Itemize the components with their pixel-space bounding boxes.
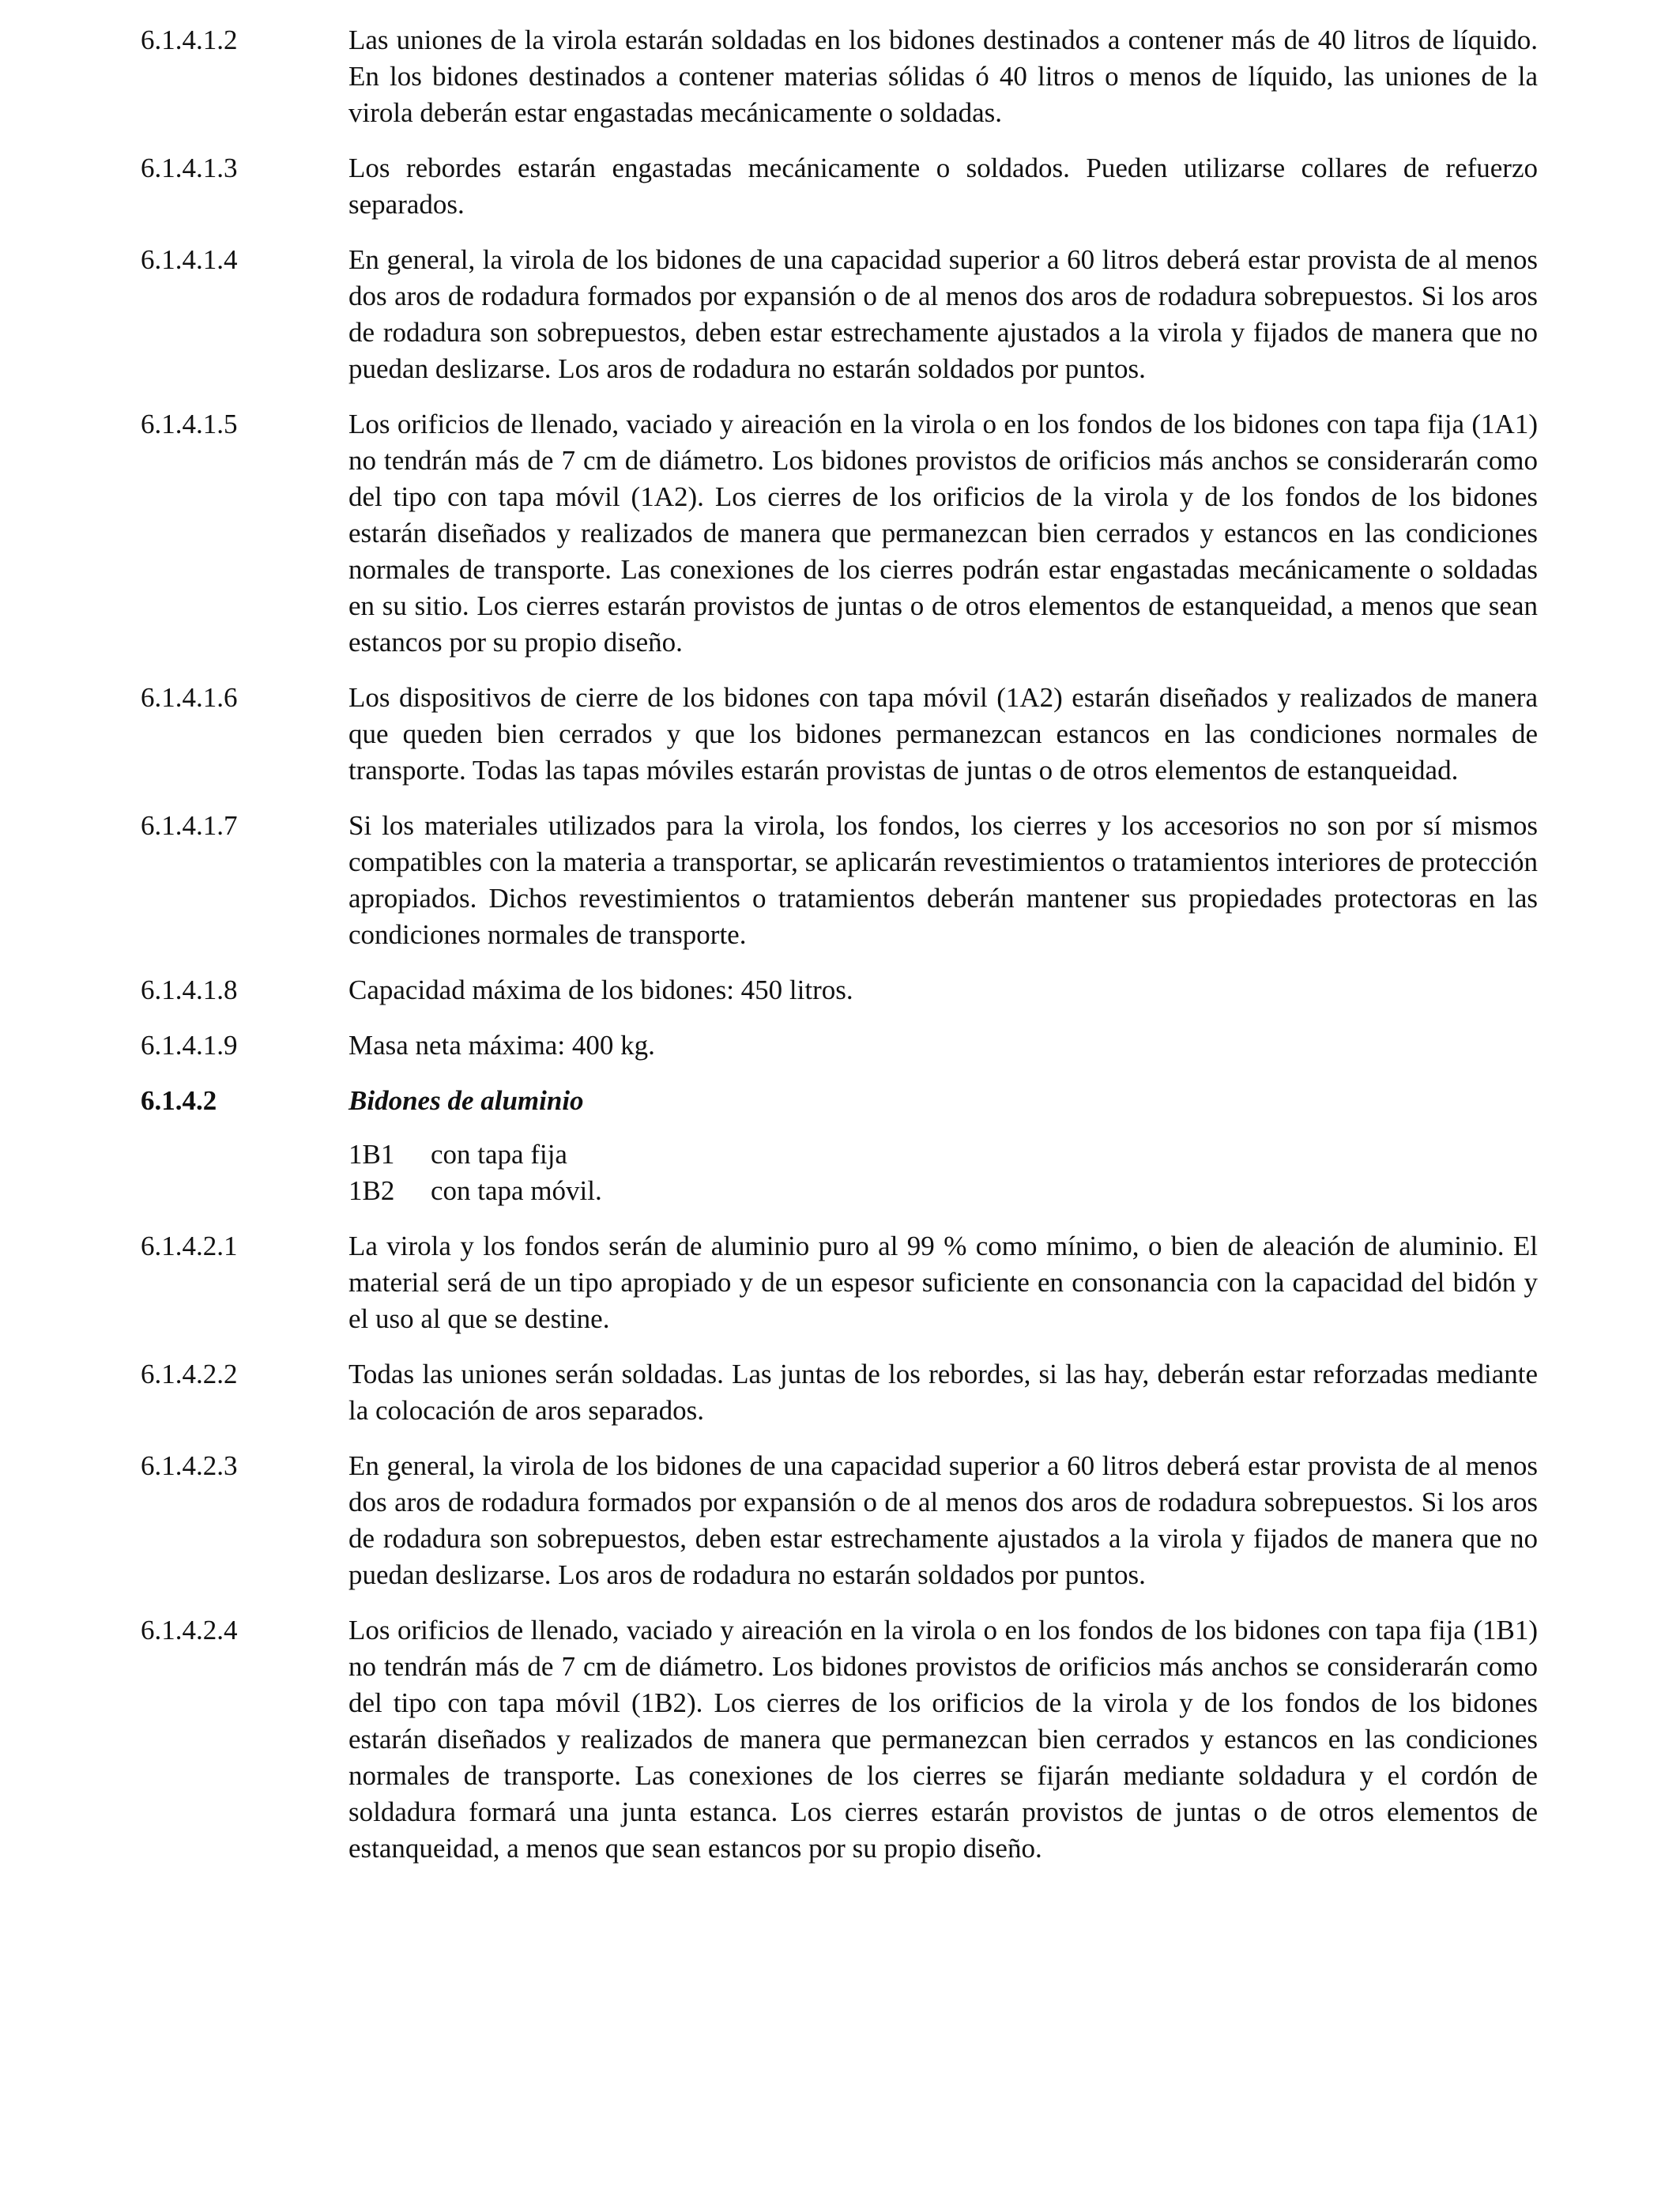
type-label: con tapa fija xyxy=(431,1139,567,1170)
paragraph-6-1-4-2-4 xyxy=(141,1612,1538,1867)
type-code-item xyxy=(348,1173,1538,1209)
paragraph-number: 6.1.4.1.4 xyxy=(141,244,238,275)
paragraph-6-1-4-1-3 xyxy=(141,150,1538,223)
paragraph-number: 6.1.4.1.6 xyxy=(141,682,238,713)
paragraph-6-1-4-1-4 xyxy=(141,242,1538,387)
paragraph-text: Los orificios de llenado, vaciado y aireación en la virola o en los fondos de los bidones con tapa fija (1B1) no tendrán más de 7 cm de diámetro. Los bidones provistos de orificios más anchos se considerarán como del tipo con tapa móvil (1B2). Los cierres de los orificios de la virola y de los fondos de los bidones estarán diseñados y realizados de manera que permanezcan bien cerrados y estancos en las condiciones normales de transporte. Las conexiones de los cierres se fijarán mediante soldadura y el cordón de soldadura formará una junta estanca. Los cierres estarán provistos de juntas o de otros elementos de estanqueidad, a menos que sean estancos por su propio diseño. xyxy=(348,1615,1538,1864)
paragraph-number: 6.1.4.1.2 xyxy=(141,25,238,55)
type-code-item xyxy=(348,1137,1538,1173)
paragraph-6-1-4-2-3 xyxy=(141,1448,1538,1593)
paragraph-6-1-4-2-2 xyxy=(141,1356,1538,1429)
paragraph-number: 6.1.4.1.9 xyxy=(141,1030,238,1061)
paragraph-6-1-4-2-1 xyxy=(141,1228,1538,1337)
paragraph-6-1-4-1-2 xyxy=(141,22,1538,131)
type-code: 1B1 xyxy=(348,1139,395,1170)
paragraph-6-1-4-1-8 xyxy=(141,972,1538,1008)
paragraph-text: La virola y los fondos serán de aluminio puro al 99 % como mínimo, o bien de aleación de aluminio. El material será de un tipo apropiado y de un espesor suficiente en consonancia con la capacidad del bidón y el uso al que se destine. xyxy=(348,1231,1538,1334)
paragraph-text: Los orificios de llenado, vaciado y aireación en la virola o en los fondos de los bidones con tapa fija (1A1) no tendrán más de 7 cm de diámetro. Los bidones provistos de orificios más anchos se considerarán como del tipo con tapa móvil (1A2). Los cierres de los orificios de la virola y de los fondos de los bidones estarán diseñados y realizados de manera que permanezcan bien cerrados y estancos en las condiciones normales de transporte. Las conexiones de los cierres podrán estar engastadas mecánicamente o soldadas en su sitio. Los cierres estarán provistos de juntas o de otros elementos de estanqueidad, a menos que sean estancos por su propio diseño. xyxy=(348,409,1538,658)
paragraph-6-1-4-1-5 xyxy=(141,406,1538,661)
paragraph-number: 6.1.4.2.2 xyxy=(141,1359,238,1389)
section-heading xyxy=(141,1083,1538,1119)
paragraph-6-1-4-1-7 xyxy=(141,808,1538,953)
paragraph-text: Las uniones de la virola estarán soldadas en los bidones destinados a contener más de 40 litros de líquido. En los bidones destinados a contener materias sólidas ó 40 litros o menos de líquido, las uniones de la virola deberán estar engastadas mecánicamente o soldadas. xyxy=(348,25,1538,128)
section-number: 6.1.4.2 xyxy=(141,1085,217,1116)
paragraph-number: 6.1.4.1.3 xyxy=(141,153,238,183)
paragraph-text: Masa neta máxima: 400 kg. xyxy=(348,1030,655,1061)
paragraph-text: Los dispositivos de cierre de los bidones con tapa móvil (1A2) estarán diseñados y realizados de manera que queden bien cerrados y que los bidones permanezcan estancos en las condiciones normales de transporte. Todas las tapas móviles estarán provistas de juntas o de otros elementos de estanqueidad. xyxy=(348,682,1538,786)
paragraph-text: Si los materiales utilizados para la virola, los fondos, los cierres y los accesorios no son por sí mismos compatibles con la materia a transportar, se aplicarán revestimientos o tratamientos interiores de protección apropiados. Dichos revestimientos o tratamientos deberán mantener sus propiedades protectoras en las condiciones normales de transporte. xyxy=(348,810,1538,950)
paragraph-text: Capacidad máxima de los bidones: 450 litros. xyxy=(348,974,853,1005)
paragraph-text: En general, la virola de los bidones de una capacidad superior a 60 litros deberá estar provista de al menos dos aros de rodadura formados por expansión o de al menos dos aros de rodadura sobrepuestos. Si los aros de rodadura son sobrepuestos, deben estar estrechamente ajustados a la virola y fijados de manera que no puedan deslizarse. Los aros de rodadura no estarán soldados por puntos. xyxy=(348,1450,1538,1590)
paragraph-number: 6.1.4.1.7 xyxy=(141,810,238,841)
document-body xyxy=(141,22,1538,1886)
type-code: 1B2 xyxy=(348,1175,395,1206)
paragraph-6-1-4-1-9 xyxy=(141,1027,1538,1064)
paragraph-number: 6.1.4.1.5 xyxy=(141,409,238,439)
paragraph-number: 6.1.4.2.3 xyxy=(141,1450,238,1481)
paragraph-text: Los rebordes estarán engastadas mecánicamente o soldados. Pueden utilizarse collares de refuerzo separados. xyxy=(348,153,1538,220)
paragraph-number: 6.1.4.2.4 xyxy=(141,1615,238,1646)
paragraph-number: 6.1.4.1.8 xyxy=(141,974,238,1005)
type-code-list xyxy=(348,1137,1538,1209)
type-label: con tapa móvil. xyxy=(431,1175,602,1206)
paragraph-text: Todas las uniones serán soldadas. Las juntas de los rebordes, si las hay, deberán estar reforzadas mediante la colocación de aros separados. xyxy=(348,1359,1538,1426)
paragraph-text: En general, la virola de los bidones de una capacidad superior a 60 litros deberá estar provista de al menos dos aros de rodadura formados por expansión o de al menos dos aros de rodadura sobrepuestos. Si los aros de rodadura son sobrepuestos, deben estar estrechamente ajustados a la virola y fijados de manera que no puedan deslizarse. Los aros de rodadura no estarán soldados por puntos. xyxy=(348,244,1538,384)
paragraph-6-1-4-1-6 xyxy=(141,680,1538,789)
paragraph-number: 6.1.4.2.1 xyxy=(141,1231,238,1261)
section-title: Bidones de aluminio xyxy=(348,1085,584,1116)
